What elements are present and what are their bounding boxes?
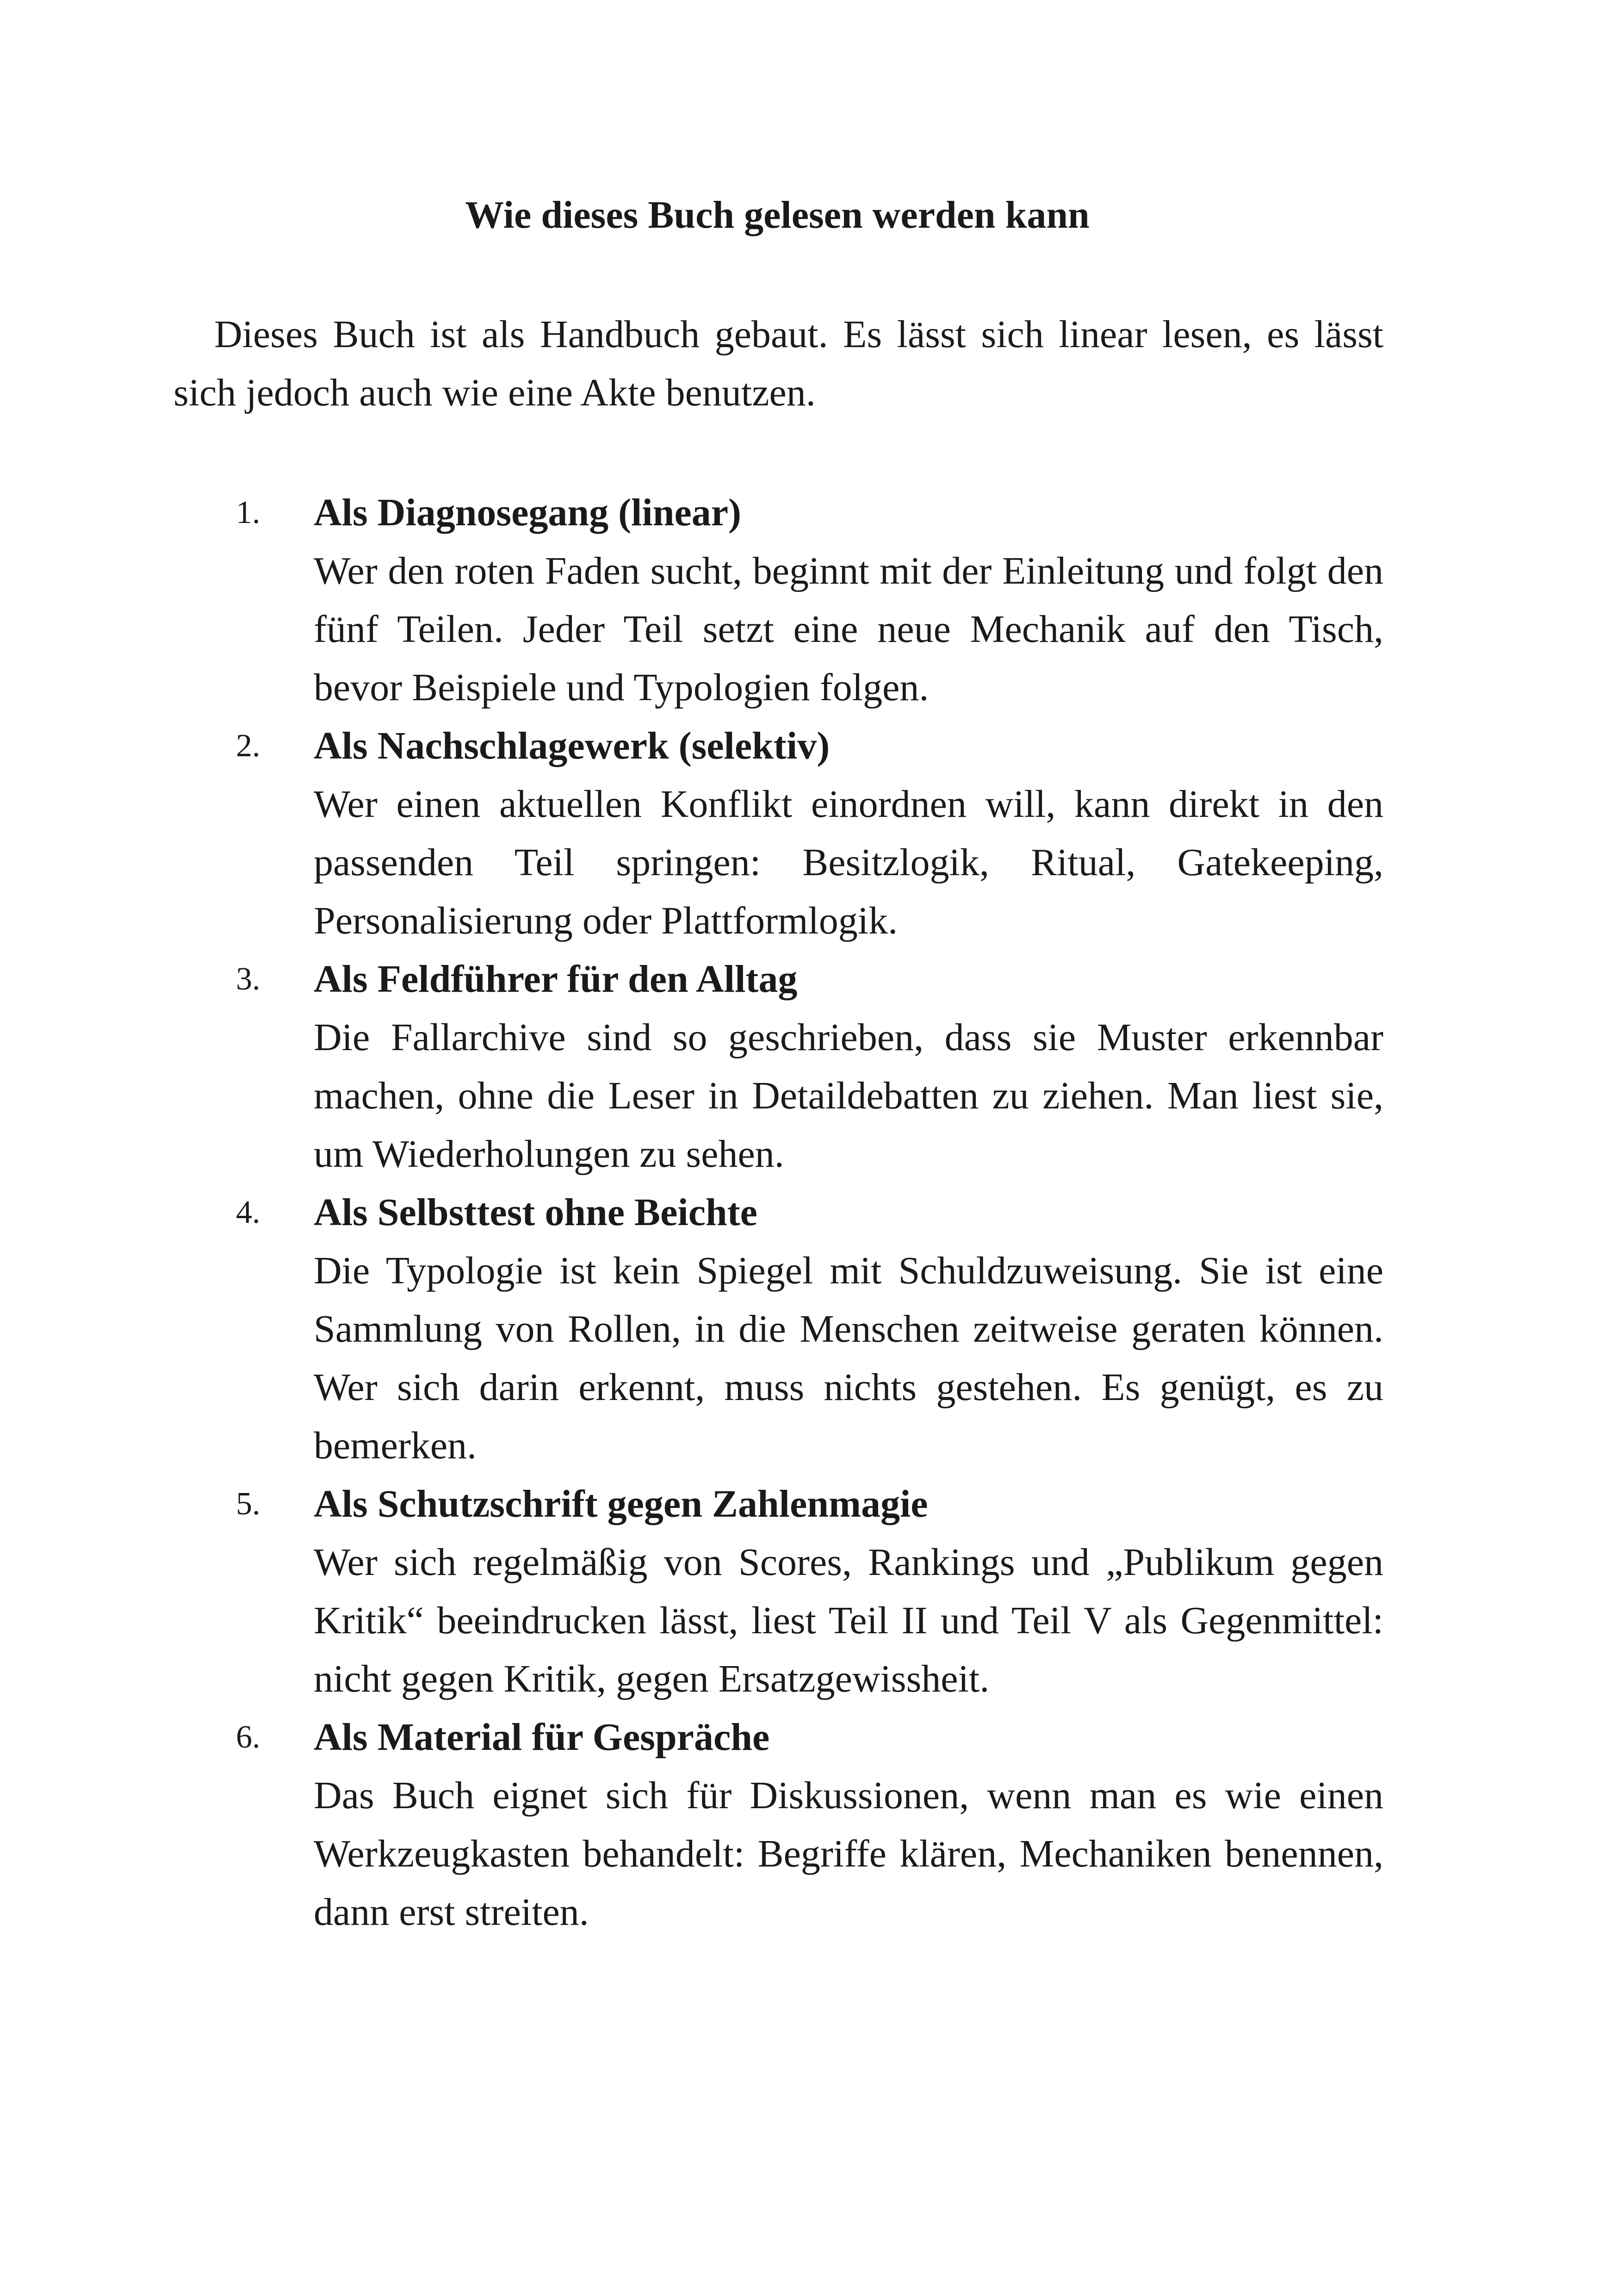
- list-item-title: Als Feldführer für den Alltag: [314, 958, 798, 1001]
- list-item-body: Die Fallarchive sind so geschrieben, dass sie Muster erkennbar machen, ohne die Leser in Detaildebatten zu ziehen. Man liest sie, um Wiederholungen zu sehen.: [314, 1016, 1383, 1176]
- list-item: [236, 1475, 1383, 1708]
- page-title: Wie dieses Buch gelesen werden kann: [465, 193, 1090, 236]
- list-item-number: 3.: [236, 961, 260, 997]
- list-item-title: Als Selbsttest ohne Beichte: [314, 1191, 757, 1234]
- list-item-title: Als Material für Gespräche: [314, 1716, 770, 1759]
- list-item: [236, 1708, 1383, 1941]
- list-item-title: Als Schutzschrift gegen Zahlenmagie: [314, 1482, 928, 1525]
- list-item-body: Wer einen aktuellen Konflikt einordnen will, kann direkt in den passenden Teil springen: Besitzlogik, Ritual, Gatekeeping, Personalisierung oder Plattformlogik.: [314, 783, 1383, 942]
- list-item: [236, 950, 1383, 1183]
- list-item: [236, 484, 1383, 717]
- list-item-body: Wer den roten Faden sucht, beginnt mit der Einleitung und folgt den fünf Teilen. Jeder Teil setzt eine neue Mechanik auf den Tisch, bevor Beispiele und Typologien folgen.: [314, 549, 1383, 709]
- list-item-body: Das Buch eignet sich für Diskussionen, wenn man es wie einen Werkzeugkasten behandelt: Begriffe klären, Mechaniken benennen, dann erst streiten.: [314, 1774, 1383, 1934]
- list-item-number: 6.: [236, 1719, 260, 1755]
- list-item-number: 2.: [236, 728, 260, 764]
- list-item-title: Als Nachschlagewerk (selektiv): [314, 724, 830, 767]
- list-item-body: Wer sich regelmäßig von Scores, Rankings und „Publikum gegen Kritik“ beeindrucken lässt, liest Teil II und Teil V als Gegenmittel: nicht gegen Kritik, gegen Ersatzgewissheit.: [314, 1541, 1383, 1700]
- list-item: [236, 1183, 1383, 1475]
- list-item-number: 5.: [236, 1486, 260, 1522]
- list-item: [236, 717, 1383, 950]
- reading-modes-list: [236, 484, 1383, 1941]
- list-item-number: 4.: [236, 1195, 260, 1230]
- intro-paragraph: Dieses Buch ist als Handbuch gebaut. Es lässt sich linear lesen, es lässt sich jedoch auch wie eine Akte benutzen.: [174, 313, 1383, 414]
- list-item-body: Die Typologie ist kein Spiegel mit Schuldzuweisung. Sie ist eine Sammlung von Rollen, in die Menschen zeitweise geraten können. Wer sich darin erkennt, muss nichts gestehen. Es genügt, es zu bemerken.: [314, 1249, 1383, 1467]
- list-item-number: 1.: [236, 495, 260, 530]
- list-item-title: Als Diagnosegang (linear): [314, 491, 741, 534]
